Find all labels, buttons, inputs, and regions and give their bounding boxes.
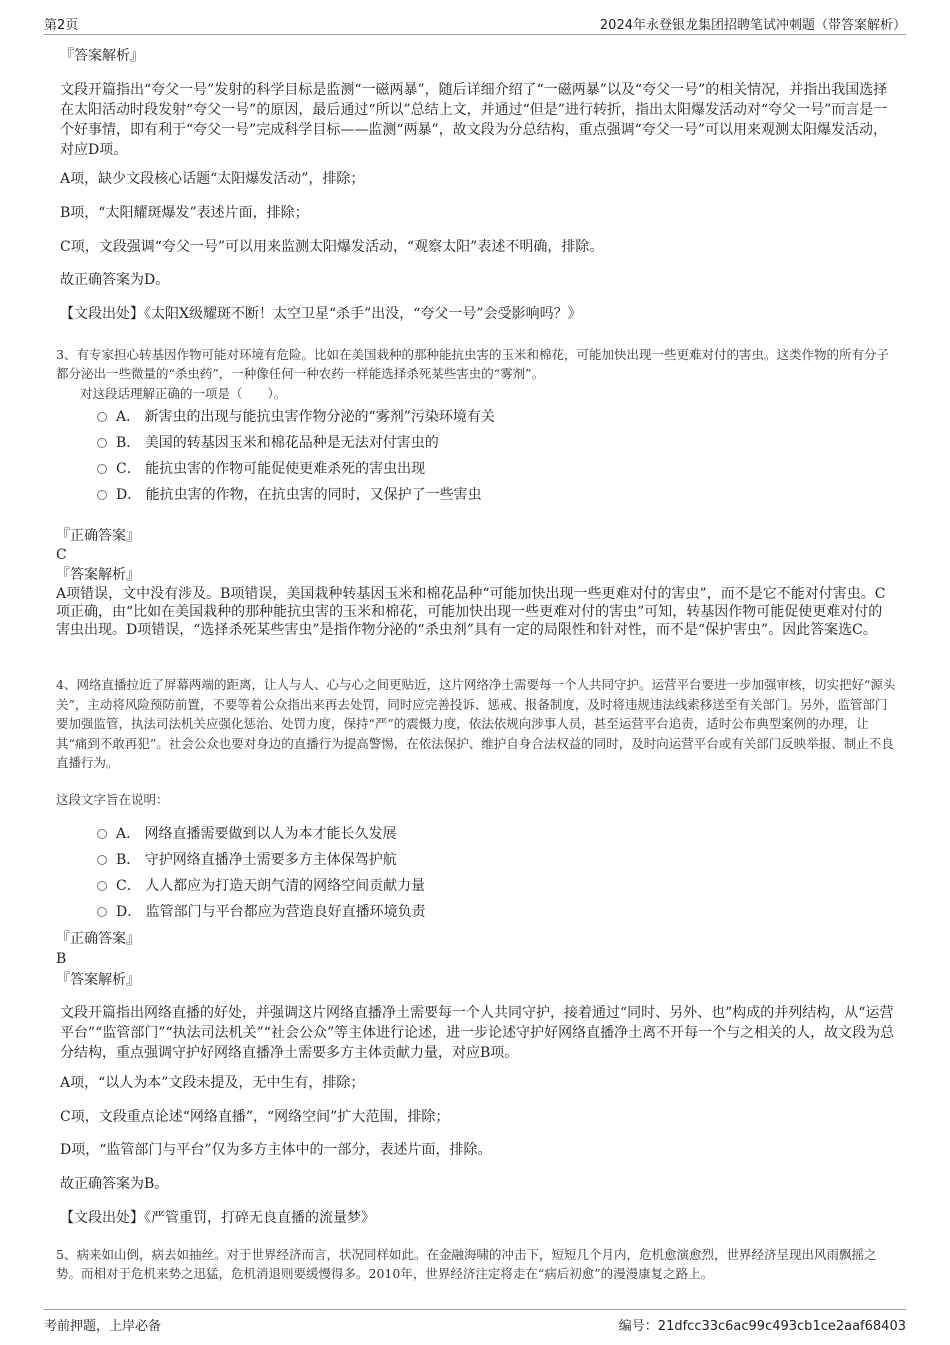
q2-conclusion: 故正确答案为D。 — [60, 272, 170, 288]
q3-option-d[interactable]: D． 能抗虫害的作物，在抗虫害的同时，又保护了一些害虫 — [97, 486, 482, 504]
radio-icon[interactable] — [97, 438, 107, 448]
radio-icon[interactable] — [97, 907, 107, 917]
q3-option-c[interactable]: C． 能抗虫害的作物可能促使更难杀死的害虫出现 — [97, 460, 425, 478]
q3-question: 3、有专家担心转基因作物可能对环境有危险。比如在美国栽种的那种能抗虫害的玉米和棉花，可能加快出现一些更难对付的害虫。这类作物的所有分子都分泌出一些微量的“杀虫药”，一种像任何一种农药一样能选择杀死某些害虫的“雾剂”。 — [56, 347, 889, 381]
q4-answer-label: 『正确答案』 — [56, 931, 140, 947]
page-header — [44, 12, 906, 35]
q3-analysis-label: 『答案解析』 — [56, 567, 140, 583]
q4-analysis-d: D项，“监管部门与平台”仅为多方主体中的一部分，表述片面，排除。 — [60, 1142, 492, 1158]
q3-answer: C — [56, 547, 67, 563]
q4-option-b[interactable]: B． 守护网络直播净土需要多方主体保驾护航 — [97, 851, 397, 869]
q4-source: 【文段出处】《严管重罚，打碎无良直播的流量梦》 — [60, 1210, 375, 1226]
page-number: 第2页 — [44, 18, 79, 33]
q4-question: 4、网络直播拉近了屏幕两端的距离，让人与人、心与心之间更贴近，这片网络净土需要每一个人共同守护。运营平台要进一步加强审核，切实把好“源头关”，主动将风险预防前置，不要等着公众指出来再去处罚，同时应完善投诉、惩戒、报备制度，及时将违规违法线索移送至有关部门。另外，监管部门要加强监管，执法司法机关应强化惩治、处罚力度，保持“严”的震慑力度，依法依规向涉事人员，甚至运营平台追责，适时公布典型案例的办理，让其“痛到不敢再犯”。社会公众也要对身边的直播行为提高警惕，在依法保护、维护自身合法权益的同时，及时向运营平台或有关部门反映举报、制止不良直播行为。 — [56, 677, 896, 770]
q2-analysis-c: C项，文段强调“夸父一号”可以用来监测太阳爆发活动，“观察太阳”表述不明确，排除。 — [60, 239, 604, 255]
radio-icon[interactable] — [97, 855, 107, 865]
q4-analysis-a: A项，“以人为本”文段未提及，无中生有，排除； — [60, 1075, 365, 1091]
q3-option-b[interactable]: B． 美国的转基因玉米和棉花品种是无法对付害虫的 — [97, 434, 439, 452]
q3-stem: 对这段话理解正确的一项是（ ）。 — [80, 386, 287, 401]
page-footer — [44, 1309, 906, 1336]
q5-question: 5、病来如山倒，病去如抽丝。对于世界经济而言，状况同样如此。在金融海啸的冲击下，短短几个月内，危机愈演愈烈，世界经济呈现出风雨飘摇之势。而相对于危机来势之迅猛，危机消退则要缓慢得多。2010年，世界经济注定将走在“病后初愈”的漫漫康复之路上。 — [56, 1247, 877, 1281]
q4-analysis-c: C项，文段重点论述“网络直播”，“网络空间”扩大范围，排除； — [60, 1109, 450, 1125]
q4-conclusion: 故正确答案为B。 — [60, 1176, 169, 1192]
document-code: 编号：21dfcc33c6ac99c493cb1ce2aaf68403 — [618, 1319, 906, 1334]
q4-stem: 这段文字旨在说明： — [56, 792, 169, 807]
q4-option-d[interactable]: D． 监管部门与平台都应为营造良好直播环境负责 — [97, 903, 426, 921]
radio-icon[interactable] — [97, 881, 107, 891]
footer-slogan: 考前押题，上岸必备 — [44, 1319, 162, 1334]
q2-analysis-label: 『答案解析』 — [60, 48, 144, 64]
radio-icon[interactable] — [97, 464, 107, 474]
q4-analysis-label: 『答案解析』 — [56, 972, 140, 988]
radio-icon[interactable] — [97, 490, 107, 500]
q2-analysis-a: A项，缺少文段核心话题“太阳爆发活动”，排除； — [60, 171, 365, 187]
q4-option-c[interactable]: C． 人人都应为打造天朗气清的网络空间贡献力量 — [97, 877, 425, 895]
q2-source: 【文段出处】《太阳X级耀斑不断！太空卫星“杀手”出没，“夸父一号”会受影响吗？》 — [60, 306, 582, 322]
q3-analysis: A项错误，文中没有涉及。B项错误，美国栽种转基因玉米和棉花品种“可能加快出现一些更难对付的害虫”，而不是它不能对付害虫。C项正确，由“比如在美国栽种的那种能抗虫害的玉米和棉花，可能加快出现一些更难对付的害虫”可知，转基因作物可能促使更难对付的害虫出现。D项错误，“选择杀死某些害虫”是指作物分泌的“杀虫剂”具有一定的局限性和针对性，而不是“保护害虫”。因此答案选C。 — [56, 586, 886, 638]
q4-analysis: 文段开篇指出网络直播的好处，并强调这片网络直播净土需要每一个人共同守护，接着通过“同时、另外、也”构成的并列结构，从“运营平台”“监管部门”“执法司法机关”“社会公众”等主体进行论述，进一步论述守护好网络直播净土离不开每一个与之相关的人，故文段为总分结构，重点强调守护好网络直播净土需要多方主体贡献力量，对应B项。 — [60, 1005, 895, 1061]
radio-icon[interactable] — [97, 412, 107, 422]
q4-option-a[interactable]: A． 网络直播需要做到以人为本才能长久发展 — [97, 825, 397, 843]
q2-analysis-b: B项，“太阳耀斑爆发”表述片面，排除； — [60, 205, 309, 221]
q3-answer-label: 『正确答案』 — [56, 528, 140, 544]
q2-analysis: 文段开篇指出“夸父一号”发射的科学目标是监测“一磁两暴”，随后详细介绍了“一磁两暴”以及“夸父一号”的相关情况，并指出我国选择在太阳活动时段发射“夸父一号”的原因，最后通过“所以”总结上文，并通过“但是”进行转折，指出太阳爆发活动对“夸父一号”而言是一个好事情，即有利于“夸父一号”完成科学目标——监测“两暴”，故文段为分总结构，重点强调“夸父一号”可以用来观测太阳爆发活动，对应D项。 — [60, 82, 888, 158]
q4-answer: B — [56, 951, 67, 967]
q3-option-a[interactable]: A． 新害虫的出现与能抗虫害作物分泌的“雾剂”污染环境有关 — [97, 408, 495, 426]
document-title: 2024年永登银龙集团招聘笔试冲刺题（带答案解析） — [599, 18, 906, 33]
radio-icon[interactable] — [97, 829, 107, 839]
